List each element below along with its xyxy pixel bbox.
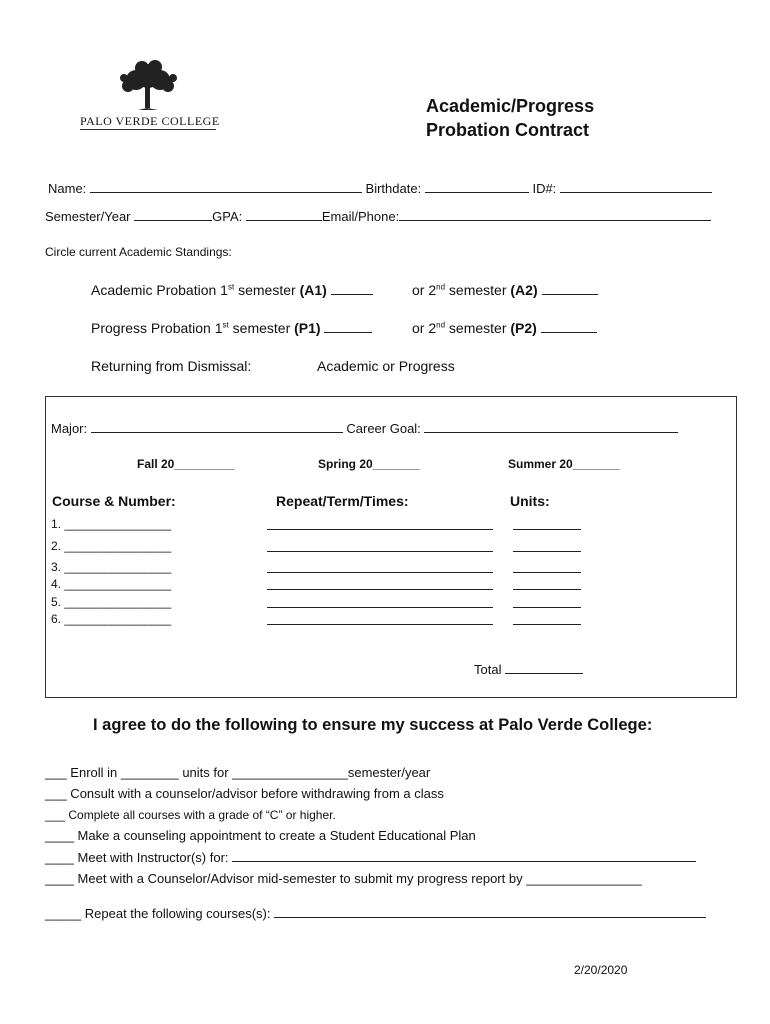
agreement-item-consult[interactable]: ___ Consult with a counselor/advisor before withdrawing from a class	[45, 786, 444, 801]
agreement-item-midsemester[interactable]: ____ Meet with a Counselor/Advisor mid-semester to submit my progress report by ________________	[45, 871, 642, 886]
returning-label: Returning from Dismissal:	[91, 358, 252, 374]
units-field[interactable]	[513, 529, 581, 530]
page-title: Academic/Progress Probation Contract	[426, 96, 595, 140]
fall-term[interactable]: Fall 20_________	[137, 457, 235, 471]
tree-icon	[78, 58, 218, 116]
column-repeat: Repeat/Term/Times:	[276, 493, 409, 509]
id-field[interactable]	[560, 180, 712, 193]
spring-term[interactable]: Spring 20_______	[318, 457, 420, 471]
units-field[interactable]	[513, 589, 581, 590]
name-label: Name:	[48, 181, 87, 196]
major-label: Major:	[51, 421, 88, 436]
total-row	[474, 661, 583, 677]
birthdate-label: Birthdate:	[365, 181, 422, 196]
college-logo	[78, 58, 218, 134]
id-label: ID#:	[532, 181, 557, 196]
units-field[interactable]	[513, 607, 581, 608]
total-field[interactable]	[505, 661, 583, 674]
course-row[interactable]: 4. ________________	[51, 577, 172, 591]
agreement-item-repeat[interactable]: _____ Repeat the following courses(s):	[45, 905, 706, 921]
major-row	[51, 420, 678, 436]
agreement-heading: I agree to do the following to ensure my success at Palo Verde College:	[93, 716, 653, 734]
career-goal-label: Career Goal:	[346, 421, 421, 436]
standings-instruction: Circle current Academic Standings:	[45, 245, 232, 259]
agreement-item-complete[interactable]: ___ Complete all courses with a grade of “C” or higher.	[45, 808, 336, 822]
repeat-field[interactable]	[267, 624, 493, 625]
agreement-item-enroll[interactable]: ___ Enroll in ________ units for ________________semester/year	[45, 765, 431, 780]
progress-second-option[interactable]: or 2nd semester (P2)	[412, 320, 597, 336]
semester-field[interactable]	[134, 208, 212, 221]
repeat-field[interactable]	[267, 607, 493, 608]
units-field[interactable]	[513, 624, 581, 625]
college-name-logo: PALO VERDE COLLEGE	[80, 114, 220, 128]
repeat-field[interactable]	[267, 551, 493, 552]
units-field[interactable]	[513, 551, 581, 552]
course-row[interactable]: 3. ________________	[51, 560, 172, 574]
semester-label: Semester/Year	[45, 209, 131, 224]
name-row	[48, 180, 718, 196]
email-label: Email/Phone:	[321, 209, 400, 224]
returning-options[interactable]: Academic or Progress	[317, 358, 455, 374]
repeat-field[interactable]	[267, 589, 493, 590]
name-field[interactable]	[90, 180, 362, 193]
column-units: Units:	[510, 493, 550, 509]
gpa-label: GPA:	[212, 209, 243, 224]
repeat-field[interactable]	[267, 572, 493, 573]
logo-rule	[80, 129, 216, 130]
email-field[interactable]	[399, 208, 711, 221]
academic-second-option[interactable]: or 2nd semester (A2)	[412, 282, 598, 298]
semester-row	[45, 208, 720, 224]
course-row[interactable]: 1. ________________	[51, 517, 172, 531]
progress-probation-option[interactable]: Progress Probation 1st semester (P1)	[91, 320, 372, 336]
agreement-item-counseling[interactable]: ____ Make a counseling appointment to create a Student Educational Plan	[45, 828, 476, 843]
units-field[interactable]	[513, 572, 581, 573]
course-row[interactable]: 5. ________________	[51, 595, 172, 609]
career-goal-field[interactable]	[424, 420, 678, 433]
column-course: Course & Number:	[52, 493, 176, 509]
document-date: 2/20/2020	[574, 963, 628, 977]
summer-term[interactable]: Summer 20_______	[508, 457, 620, 471]
gpa-field[interactable]	[246, 208, 322, 221]
major-field[interactable]	[91, 420, 343, 433]
birthdate-field[interactable]	[425, 180, 529, 193]
repeat-field[interactable]	[267, 529, 493, 530]
agreement-item-instructor[interactable]: ____ Meet with Instructor(s) for:	[45, 849, 696, 865]
academic-probation-option[interactable]: Academic Probation 1st semester (A1)	[91, 282, 373, 298]
course-row[interactable]: 6. ________________	[51, 612, 172, 626]
course-row[interactable]: 2. ________________	[51, 539, 172, 553]
total-label: Total	[474, 662, 502, 677]
